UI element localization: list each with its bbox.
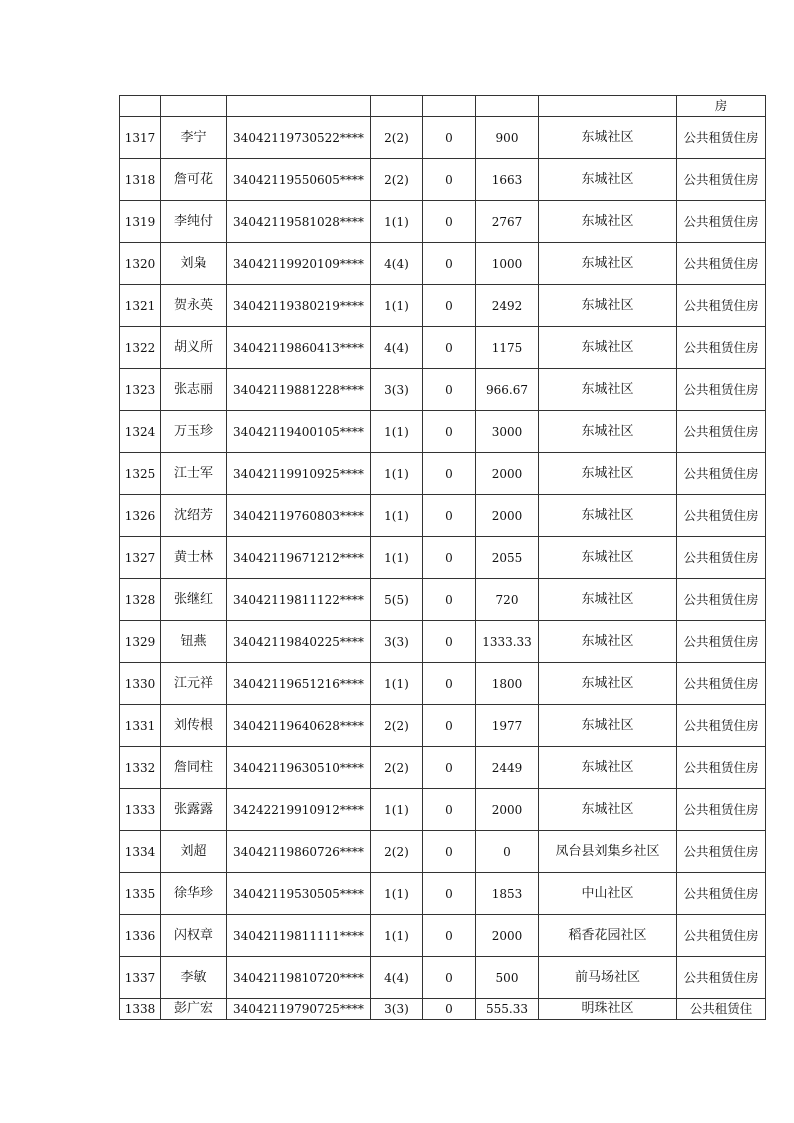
cell-zero: 0 bbox=[423, 285, 476, 327]
cell-community: 东城社区 bbox=[539, 579, 677, 621]
cell-people: 3(3) bbox=[371, 369, 423, 411]
cell-people: 2(2) bbox=[371, 747, 423, 789]
cell-community: 东城社区 bbox=[539, 243, 677, 285]
cell-zero: 0 bbox=[423, 747, 476, 789]
cell-housing-type: 公共租赁住房 bbox=[677, 285, 766, 327]
cell-income: 2449 bbox=[476, 747, 539, 789]
table-row bbox=[120, 705, 766, 747]
cell-community: 前马场社区 bbox=[539, 957, 677, 999]
cell-community: 东城社区 bbox=[539, 159, 677, 201]
cell-id: 34042119920109**** bbox=[227, 243, 371, 285]
cell-zero: 0 bbox=[423, 621, 476, 663]
table-row bbox=[120, 495, 766, 537]
cell-income: 0 bbox=[476, 831, 539, 873]
cell-income: 720 bbox=[476, 579, 539, 621]
cell-zero: 0 bbox=[423, 369, 476, 411]
cell-id: 34042119910925**** bbox=[227, 453, 371, 495]
cell-name: 刘超 bbox=[161, 831, 227, 873]
cell-id: 34042119581028**** bbox=[227, 201, 371, 243]
cell-people: 3(3) bbox=[371, 999, 423, 1020]
cell-id: 34042119860726**** bbox=[227, 831, 371, 873]
cell-people: 4(4) bbox=[371, 243, 423, 285]
cell-income: 2767 bbox=[476, 201, 539, 243]
cell-zero: 0 bbox=[423, 873, 476, 915]
cell-income: 2000 bbox=[476, 915, 539, 957]
cell-people: 4(4) bbox=[371, 327, 423, 369]
cell-community: 东城社区 bbox=[539, 117, 677, 159]
cell-income: 2055 bbox=[476, 537, 539, 579]
cell-no: 1320 bbox=[120, 243, 161, 285]
cell-name: 沈绍芳 bbox=[161, 495, 227, 537]
cell-name: 刘传根 bbox=[161, 705, 227, 747]
cell-housing-type: 公共租赁住 bbox=[677, 999, 766, 1020]
cell-zero: 0 bbox=[423, 537, 476, 579]
cell-id: 34042119760803**** bbox=[227, 495, 371, 537]
cell-housing-type: 公共租赁住房 bbox=[677, 369, 766, 411]
cell-id: 34042119400105**** bbox=[227, 411, 371, 453]
cell-income: 555.33 bbox=[476, 999, 539, 1020]
cell-name: 张志丽 bbox=[161, 369, 227, 411]
cell-people: 1(1) bbox=[371, 663, 423, 705]
table-row bbox=[120, 873, 766, 915]
cell-community: 东城社区 bbox=[539, 411, 677, 453]
cell-people: 1(1) bbox=[371, 453, 423, 495]
housing-allocation-table bbox=[119, 95, 766, 1020]
cell-id: 34042119640628**** bbox=[227, 705, 371, 747]
cell-community: 东城社区 bbox=[539, 201, 677, 243]
cell-zero: 0 bbox=[423, 999, 476, 1020]
cell-no: 1317 bbox=[120, 117, 161, 159]
table-row bbox=[120, 453, 766, 495]
cell-zero: 0 bbox=[423, 453, 476, 495]
cell-people: 1(1) bbox=[371, 873, 423, 915]
cell-people: 1(1) bbox=[371, 537, 423, 579]
cell-income: 1175 bbox=[476, 327, 539, 369]
cell-people: 2(2) bbox=[371, 117, 423, 159]
cell-zero: 0 bbox=[423, 495, 476, 537]
cell-no: 1318 bbox=[120, 159, 161, 201]
cell-people: 2(2) bbox=[371, 705, 423, 747]
cell-zero: 0 bbox=[423, 411, 476, 453]
cell-housing-type: 公共租赁住房 bbox=[677, 705, 766, 747]
cell-name: 彭广宏 bbox=[161, 999, 227, 1020]
cell-community: 明珠社区 bbox=[539, 999, 677, 1020]
table-row bbox=[120, 327, 766, 369]
cell-id: 34042119810720**** bbox=[227, 957, 371, 999]
cell-no: 1336 bbox=[120, 915, 161, 957]
cell-people: 1(1) bbox=[371, 789, 423, 831]
cell-no: 1323 bbox=[120, 369, 161, 411]
cell-name: 刘枭 bbox=[161, 243, 227, 285]
cell-name: 徐华珍 bbox=[161, 873, 227, 915]
cell-community: 东城社区 bbox=[539, 537, 677, 579]
cell-community: 东城社区 bbox=[539, 705, 677, 747]
cell-housing-type: 房 bbox=[677, 96, 766, 117]
cell-name: 张露露 bbox=[161, 789, 227, 831]
cell-name: 詹同柱 bbox=[161, 747, 227, 789]
cell-no: 1325 bbox=[120, 453, 161, 495]
cell-name: 贺永英 bbox=[161, 285, 227, 327]
table-row bbox=[120, 201, 766, 243]
cell-people: 1(1) bbox=[371, 915, 423, 957]
table-row bbox=[120, 117, 766, 159]
cell-no: 1327 bbox=[120, 537, 161, 579]
cell-name bbox=[161, 96, 227, 117]
cell-id: 34242219910912**** bbox=[227, 789, 371, 831]
cell-name: 钮燕 bbox=[161, 621, 227, 663]
table-row-continued bbox=[120, 96, 766, 117]
cell-id: 34042119530505**** bbox=[227, 873, 371, 915]
table-row bbox=[120, 789, 766, 831]
cell-name: 詹可花 bbox=[161, 159, 227, 201]
cell-housing-type: 公共租赁住房 bbox=[677, 453, 766, 495]
cell-zero: 0 bbox=[423, 705, 476, 747]
cell-community: 东城社区 bbox=[539, 663, 677, 705]
cell-no: 1321 bbox=[120, 285, 161, 327]
table-row bbox=[120, 243, 766, 285]
cell-housing-type: 公共租赁住房 bbox=[677, 117, 766, 159]
cell-income: 3000 bbox=[476, 411, 539, 453]
cell-zero: 0 bbox=[423, 831, 476, 873]
cell-housing-type: 公共租赁住房 bbox=[677, 243, 766, 285]
cell-id: 34042119671212**** bbox=[227, 537, 371, 579]
cell-housing-type: 公共租赁住房 bbox=[677, 915, 766, 957]
cell-id: 34042119790725**** bbox=[227, 999, 371, 1020]
cell-housing-type: 公共租赁住房 bbox=[677, 201, 766, 243]
cell-id: 34042119550605**** bbox=[227, 159, 371, 201]
cell-name: 江元祥 bbox=[161, 663, 227, 705]
cell-housing-type: 公共租赁住房 bbox=[677, 495, 766, 537]
cell-housing-type: 公共租赁住房 bbox=[677, 159, 766, 201]
cell-community: 东城社区 bbox=[539, 621, 677, 663]
cell-name: 李纯付 bbox=[161, 201, 227, 243]
cell-id: 34042119840225**** bbox=[227, 621, 371, 663]
cell-people: 5(5) bbox=[371, 579, 423, 621]
cell-housing-type: 公共租赁住房 bbox=[677, 957, 766, 999]
cell-name: 胡义所 bbox=[161, 327, 227, 369]
table-row bbox=[120, 159, 766, 201]
cell-name: 万玉珍 bbox=[161, 411, 227, 453]
cell-community: 东城社区 bbox=[539, 327, 677, 369]
cell-people: 1(1) bbox=[371, 201, 423, 243]
cell-no: 1333 bbox=[120, 789, 161, 831]
cell-zero: 0 bbox=[423, 915, 476, 957]
cell-id: 34042119860413**** bbox=[227, 327, 371, 369]
cell-people: 1(1) bbox=[371, 411, 423, 453]
cell-housing-type: 公共租赁住房 bbox=[677, 621, 766, 663]
cell-housing-type: 公共租赁住房 bbox=[677, 831, 766, 873]
cell-zero: 0 bbox=[423, 579, 476, 621]
cell-no: 1326 bbox=[120, 495, 161, 537]
cell-income: 1977 bbox=[476, 705, 539, 747]
table-row bbox=[120, 537, 766, 579]
cell-name: 闪权章 bbox=[161, 915, 227, 957]
cell-name: 李敏 bbox=[161, 957, 227, 999]
table-row bbox=[120, 747, 766, 789]
cell-community: 东城社区 bbox=[539, 285, 677, 327]
cell-zero: 0 bbox=[423, 159, 476, 201]
table-row bbox=[120, 663, 766, 705]
cell-no: 1335 bbox=[120, 873, 161, 915]
cell-community: 东城社区 bbox=[539, 495, 677, 537]
cell-community: 中山社区 bbox=[539, 873, 677, 915]
cell-income: 1333.33 bbox=[476, 621, 539, 663]
cell-community: 稻香花园社区 bbox=[539, 915, 677, 957]
cell-no: 1331 bbox=[120, 705, 161, 747]
table-row bbox=[120, 285, 766, 327]
cell-no: 1328 bbox=[120, 579, 161, 621]
cell-no: 1337 bbox=[120, 957, 161, 999]
cell-no: 1338 bbox=[120, 999, 161, 1020]
cell-income: 1663 bbox=[476, 159, 539, 201]
table-row bbox=[120, 621, 766, 663]
cell-income: 2492 bbox=[476, 285, 539, 327]
cell-people: 1(1) bbox=[371, 285, 423, 327]
cell-zero: 0 bbox=[423, 789, 476, 831]
cell-name: 黄士林 bbox=[161, 537, 227, 579]
cell-id: 34042119881228**** bbox=[227, 369, 371, 411]
cell-people bbox=[371, 96, 423, 117]
cell-housing-type: 公共租赁住房 bbox=[677, 663, 766, 705]
cell-income: 2000 bbox=[476, 453, 539, 495]
cell-housing-type: 公共租赁住房 bbox=[677, 537, 766, 579]
cell-id: 34042119630510**** bbox=[227, 747, 371, 789]
cell-income: 2000 bbox=[476, 789, 539, 831]
cell-income: 1853 bbox=[476, 873, 539, 915]
cell-id: 34042119380219**** bbox=[227, 285, 371, 327]
table-row bbox=[120, 369, 766, 411]
table-row bbox=[120, 999, 766, 1020]
cell-name: 李宁 bbox=[161, 117, 227, 159]
cell-id: 34042119811111**** bbox=[227, 915, 371, 957]
cell-no: 1322 bbox=[120, 327, 161, 369]
cell-income: 900 bbox=[476, 117, 539, 159]
cell-id bbox=[227, 96, 371, 117]
cell-community: 东城社区 bbox=[539, 453, 677, 495]
cell-income: 966.67 bbox=[476, 369, 539, 411]
cell-zero: 0 bbox=[423, 201, 476, 243]
table-row bbox=[120, 831, 766, 873]
cell-income bbox=[476, 96, 539, 117]
cell-no: 1329 bbox=[120, 621, 161, 663]
cell-zero: 0 bbox=[423, 117, 476, 159]
cell-name: 张继红 bbox=[161, 579, 227, 621]
cell-income: 500 bbox=[476, 957, 539, 999]
cell-people: 4(4) bbox=[371, 957, 423, 999]
cell-housing-type: 公共租赁住房 bbox=[677, 747, 766, 789]
table-row bbox=[120, 957, 766, 999]
cell-community: 东城社区 bbox=[539, 789, 677, 831]
cell-zero: 0 bbox=[423, 957, 476, 999]
cell-no: 1330 bbox=[120, 663, 161, 705]
cell-housing-type: 公共租赁住房 bbox=[677, 327, 766, 369]
cell-id: 34042119651216**** bbox=[227, 663, 371, 705]
cell-zero: 0 bbox=[423, 327, 476, 369]
cell-zero: 0 bbox=[423, 243, 476, 285]
cell-people: 2(2) bbox=[371, 159, 423, 201]
table-row bbox=[120, 411, 766, 453]
cell-zero bbox=[423, 96, 476, 117]
cell-id: 34042119730522**** bbox=[227, 117, 371, 159]
cell-income: 1000 bbox=[476, 243, 539, 285]
cell-zero: 0 bbox=[423, 663, 476, 705]
cell-no: 1319 bbox=[120, 201, 161, 243]
cell-housing-type: 公共租赁住房 bbox=[677, 579, 766, 621]
cell-housing-type: 公共租赁住房 bbox=[677, 411, 766, 453]
cell-income: 2000 bbox=[476, 495, 539, 537]
table-row bbox=[120, 915, 766, 957]
cell-community: 凤台县刘集乡社区 bbox=[539, 831, 677, 873]
cell-housing-type: 公共租赁住房 bbox=[677, 873, 766, 915]
cell-people: 1(1) bbox=[371, 495, 423, 537]
cell-community: 东城社区 bbox=[539, 369, 677, 411]
cell-no bbox=[120, 96, 161, 117]
table-row bbox=[120, 579, 766, 621]
cell-people: 2(2) bbox=[371, 831, 423, 873]
cell-no: 1334 bbox=[120, 831, 161, 873]
cell-housing-type: 公共租赁住房 bbox=[677, 789, 766, 831]
cell-income: 1800 bbox=[476, 663, 539, 705]
cell-community bbox=[539, 96, 677, 117]
cell-people: 3(3) bbox=[371, 621, 423, 663]
cell-id: 34042119811122**** bbox=[227, 579, 371, 621]
cell-community: 东城社区 bbox=[539, 747, 677, 789]
cell-no: 1324 bbox=[120, 411, 161, 453]
cell-no: 1332 bbox=[120, 747, 161, 789]
cell-name: 江士军 bbox=[161, 453, 227, 495]
